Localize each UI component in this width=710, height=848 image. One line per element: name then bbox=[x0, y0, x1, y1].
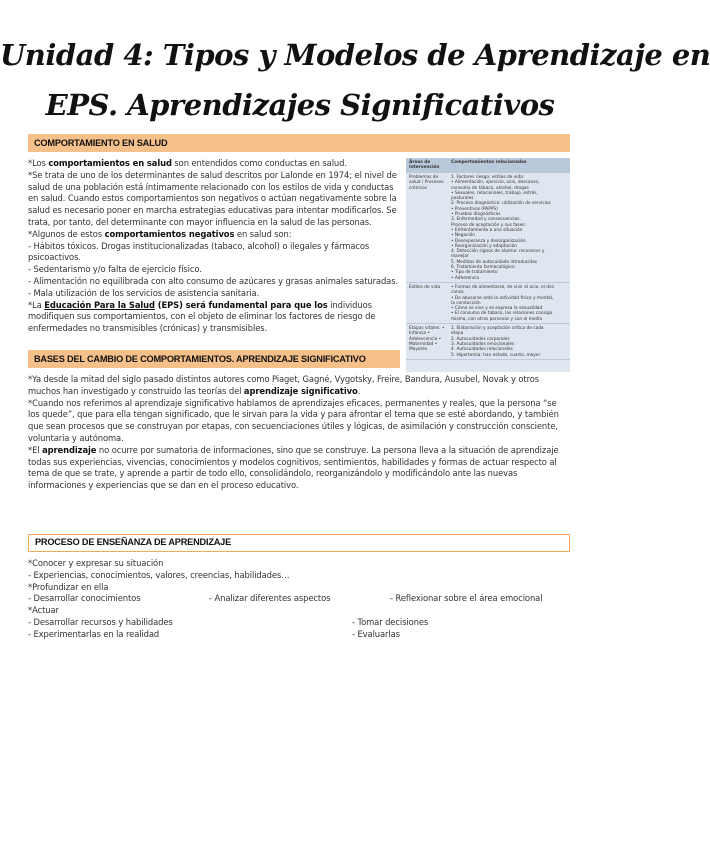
section3-text bbox=[28, 558, 570, 641]
list-item: - Mala utilización de los servicios de asistencia sanitaria. bbox=[28, 287, 260, 298]
list-heading: *Profundizar en ella bbox=[28, 581, 109, 592]
list-item: - Hábitos tóxicos. Drogas institucionalizadas (tabaco, alcohol) o ilegales y fármacos psicoactivos. bbox=[28, 240, 370, 263]
title-line-2: EPS. Aprendizajes Significativos bbox=[45, 88, 555, 122]
paragraph: *El aprendizaje no ocurre por sumatoria de informaciones, sino que se construye. La persona lleva a la situación de aprendizaje todas sus experiencias, vivencias, conocimientos y modelos cognitivos, sentimientos, habilidades y formas de actuar respecto al tema de que se trate, y aprende a partir de todo ello, consolidándolo, reorganizándolo y modificándolo ante las nuevas informaciones y experiencias que se dan en el proceso educativo. bbox=[28, 444, 559, 491]
list-item: - Sedentarismo y/o falta de ejercicio físico. bbox=[28, 264, 202, 275]
paragraph: *Ya desde la mitad del siglo pasado distintos autores como Piaget, Gagné, Vygotsky, Freire, Bandura, Ausubel, Novak y otros muchos han investigado y construido las teorías del aprendizaje significativo. bbox=[28, 374, 540, 396]
paragraph: *Se trata de uno de los determinantes de salud descritos por Lalonde en 1974; el nivel de salud de una población está íntimamente relacionado con los estilos de vida y conductas en salud. Cuando estos comportamientos son negativos o actúan negativamente sobre la salud es necesario poner en marcha estrategias educativas para intentar modificarlos. Se trata, por tanto, del determinante con mayor influencia en la salud de las personas. bbox=[28, 169, 397, 227]
list-item: - Experiencias, conocimientos, valores, creencias, habilidades… bbox=[28, 569, 290, 580]
table-row: Problemas de salud / Procesos crónicos 1. Factores riesgo: estilos de vida: • Alimentación, ejercicio, ocio, descanso, consumo de tabaco, alcohol, drogas • Sexuales, relacionales, trabajo, estrés, posturales 2. Proceso diagnóstico: utilización de servicios • Preventivos (PAPPS) • Pruebas diagnósticas 3. Enfermedad y consecuencias. Proceso de aceptación y sus fases: • Enfrentamiento a una situación • Negación • Desesperanza y desorganización • Reorganización y adaptación 4. Detección signos de alarma: reconocer y manejar 5. Medidas de autocuidado introducidas 6. Tratamiento farmacológico: • Tipo de tratamiento • Adherencia bbox=[406, 173, 570, 283]
list-heading: *Actuar bbox=[28, 605, 59, 616]
list-row: - Desarrollar conocimientos - Analizar diferentes aspectos - Reflexionar sobre el área emocional bbox=[28, 593, 543, 604]
paragraph: *Cuando nos referimos al aprendizaje significativo hablamos de aprendizajes eficaces, permanentes y reales, que la persona “se los quede”, que para ella tengan significado, que le sirvan para la vida y para afrontar el tema que se esté abordando, y también que sean procesos que se construyan por etapas, con secuenciaciones útiles y lógicas, de asimilación y construcción consciente, voluntaria y autónoma. bbox=[28, 397, 559, 443]
section1-text bbox=[28, 158, 400, 335]
table-row: Estilos de vida • Formas de alimentarse, de vivir el ocio, el des canso • De abusarse ante la actividad física y mental, la conducción • Cómo se vive y se expresa la sexualidad • El consumo de tabaco, las relaciones consigo mismo, con otras personas y con el medio bbox=[406, 283, 570, 324]
list-item: - Alimentación no equilibrada con alto consumo de azúcares y grasas animales saturadas. bbox=[28, 275, 399, 286]
title-line-1: Unidad 4: Tipos y Modelos de Aprendizaje en bbox=[0, 38, 710, 72]
table-header: Áreas de intervención Comportamientos relacionados bbox=[406, 158, 570, 173]
list-heading: *Conocer y expresar su situación bbox=[28, 558, 164, 568]
behaviors-table bbox=[406, 158, 570, 372]
paragraph: *Los comportamientos en salud son entendidos como conductas en salud. bbox=[28, 158, 347, 168]
table-row: Etapas vitales: • Infancia • Adolescencia • Maternidad • Mayores 1. Elaboración y aceptación crítica de cada etapa 2. Autocuidados corporales 3. Autocuidados emocionales 4. Autocuidados relacionales 5. Hipertemia: han estado, cuarto, mayor bbox=[406, 324, 570, 360]
section-header-proceso: PROCESO DE ENSEÑANZA DE APRENDIZAJE bbox=[28, 534, 570, 552]
paragraph: *Algunos de estos comportamientos negativos en salud son: bbox=[28, 228, 292, 239]
paragraph: *La Educación Para la Salud (EPS) será fundamental para que los individuos modifiquen sus comportamientos, con el objeto de eliminar los factores de riesgo de enfermedades no transmisibles (crónicas) y transmisibles. bbox=[28, 299, 376, 334]
section-header-bases: BASES DEL CAMBIO DE COMPORTAMIENTOS. APRENDIZAJE SIGNIFICATIVO bbox=[28, 350, 400, 368]
section2-text bbox=[28, 374, 570, 492]
list-row: - Experimentarlas en la realidad - Evaluarlas bbox=[28, 628, 400, 639]
list-row: - Desarrollar recursos y habilidades - Tomar decisiones bbox=[28, 616, 429, 627]
section-header-comportamiento: COMPORTAMIENTO EN SALUD bbox=[28, 134, 570, 152]
